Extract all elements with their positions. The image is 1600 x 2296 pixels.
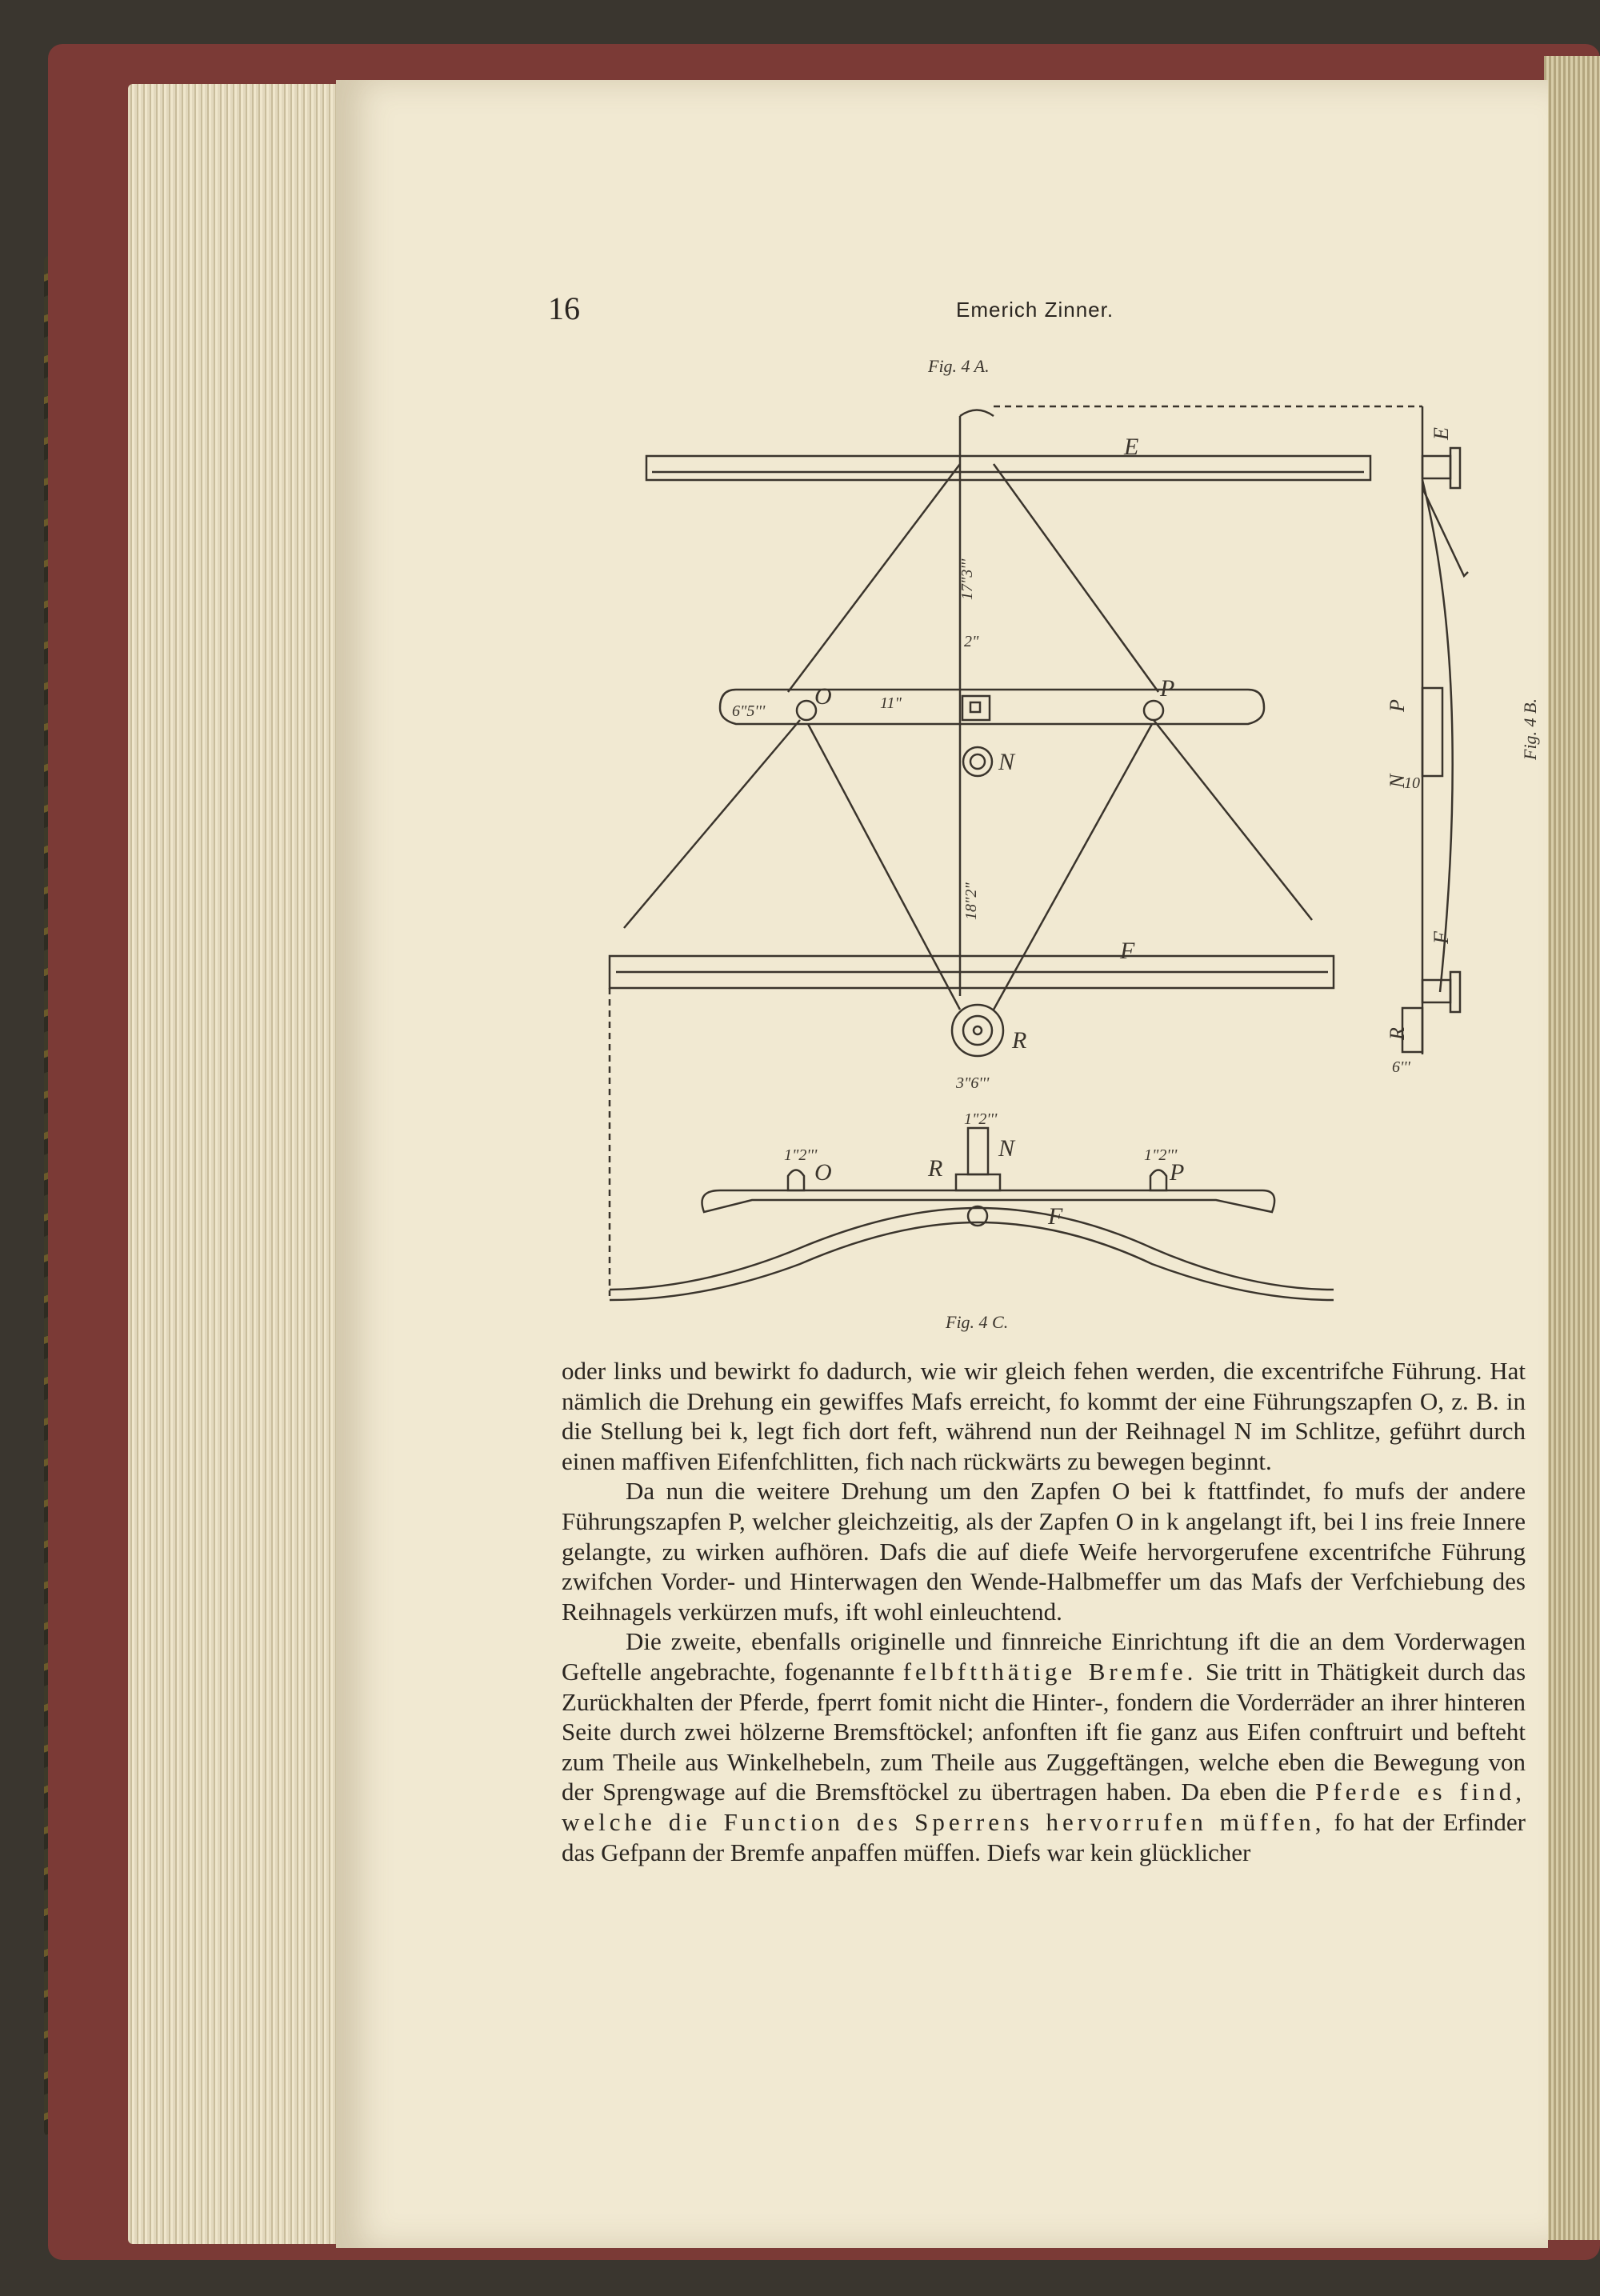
label-p: P — [1160, 675, 1175, 702]
label-e-b: E — [1430, 427, 1453, 440]
label-p-c: P — [1170, 1159, 1185, 1186]
dim-1-2: 1"2''' — [964, 1110, 998, 1128]
label-e: E — [1124, 434, 1139, 460]
fig-4c-caption: Fig. 4 C. — [946, 1312, 1009, 1332]
paragraph-3 — [562, 1626, 1526, 1867]
fig-4b-caption: Fig. 4 B. — [1520, 698, 1540, 760]
para3-part-a: Die zweite, ebenfalls originelle und finnreiche Einrichtung ift die an dem Vorderwagen Geftelle angebrachte, fogenannte — [562, 1627, 1526, 1686]
label-o: O — [814, 683, 832, 710]
label-n-c: N — [998, 1135, 1015, 1162]
emphasis-bremse: felbftthätige Bremfe. — [902, 1657, 1198, 1686]
dim-1-2-p: 1"2''' — [1144, 1146, 1178, 1164]
dim-2: 2" — [964, 633, 979, 650]
label-p-b: P — [1386, 699, 1409, 712]
dim-18-2: 18"2" — [962, 882, 980, 920]
label-r-c: R — [928, 1155, 943, 1182]
label-n: N — [998, 749, 1015, 775]
label-o-c: O — [814, 1159, 832, 1186]
para3-part-c: fo hat der Erfinder das Gefpann der Bremfe anpaffen müffen. Diefs war kein glücklicher — [562, 1807, 1526, 1866]
dim-11: 11" — [880, 694, 902, 712]
label-f-b: F — [1430, 931, 1453, 944]
emphasis-pferde: Pferde es find, welche die Function des Sperrens hervorrufen müffen, — [562, 1778, 1526, 1836]
dim-10: 10 — [1404, 774, 1420, 792]
page-number: 16 — [548, 290, 580, 326]
dim-1-2-o: 1"2''' — [784, 1146, 818, 1164]
paragraph-1: oder links und bewirkt fo dadurch, wie wir gleich fehen werden, die excentrifche Führung. Hat nämlich die Drehung ein gewiffes Mafs erreicht, fo kommt der eine Führungszapfen O, z. B. in die Stellung bei k, legt fich dort feft, während nun der Reihnagel N im Schlitze, geführt durch einen maffiven Eifenfchlitten, fich nach rückwärts zu bewegen beginnt. — [562, 1357, 1526, 1475]
label-r: R — [1012, 1027, 1027, 1054]
label-n-b: N — [1386, 774, 1409, 788]
label-f-c: F — [1048, 1203, 1063, 1230]
dim-17-3: 17"3''' — [958, 558, 976, 600]
running-title: Emerich Zinner. — [956, 298, 1114, 322]
fig-4a-caption: Fig. 4 A. — [928, 356, 990, 376]
dim-6-5: 6"5''' — [732, 702, 766, 720]
para3-part-b: Sie tritt in Thätigkeit durch das Zurückhalten der Pferde, fperrt fomit nicht die Hinter-, fondern die Vorderräder an ihrer hinteren Seite durch zwei hölzerne Bremsftöckel; anfonften ift fie ganz aus Eifen conftruirt und befteht zum Theile aus Winkelhebeln, zum Theile aus Zuggeftängen, welche eben die Bewegung von der Sprengwage auf die Bremsftöckel zu übertragen haben. Da eben die — [562, 1657, 1526, 1806]
body-text — [562, 1356, 1526, 1867]
label-f: F — [1120, 938, 1135, 964]
dim-6: 6''' — [1392, 1058, 1410, 1076]
paragraph-2: Da nun die weitere Drehung um den Zapfen O bei k ftattfindet, fo mufs der andere Führungszapfen P, welcher gleichzeitig, als der Zapfen O in k angelangt ift, bei l ins freie Innere gelangte, zu wirken aufhören. Dafs die auf diefe Weife hervorgerufene excentrifche Führung zwifchen Vorder- und Hinterwagen den Wende-Halbmeffer um das Mafs der Verfchiebung des Reihnagels verkürzen mufs, ift wohl einleuchtend. — [562, 1477, 1526, 1626]
label-r-b: R — [1386, 1027, 1409, 1040]
dim-3-6: 3"6''' — [956, 1074, 990, 1092]
beam-e — [646, 456, 1370, 480]
